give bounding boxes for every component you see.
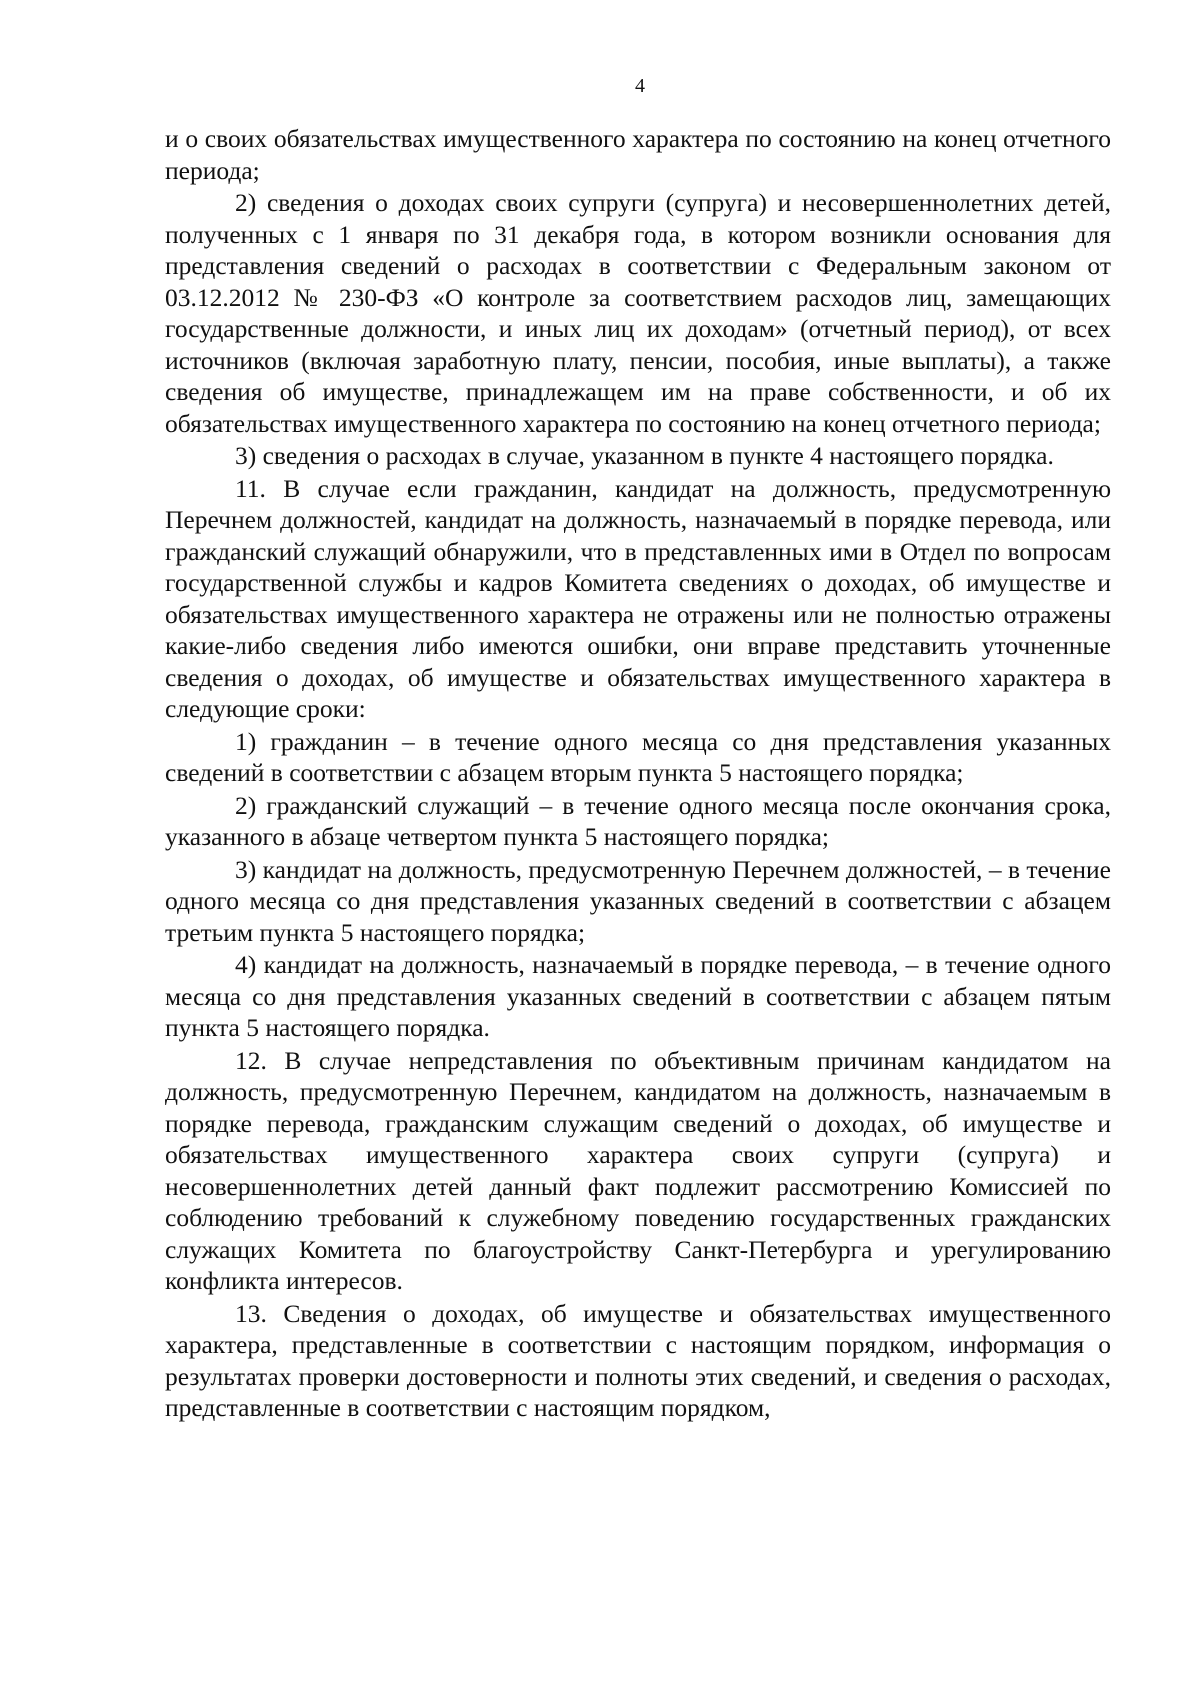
paragraph-section-11-item-1: 1) гражданин – в течение одного месяца со дня представления указанных сведений в соответствии с абзацем вторым пункта 5 настоящего порядка; — [165, 726, 1111, 787]
paragraph-section-11: 11. В случае если гражданин, кандидат на должность, предусмотренную Перечнем должностей, кандидат на должность, назначаемый в порядке перевода, или гражданский служащий обнаружили, что в представленных ими в Отдел по вопросам государственной службы и кадров Комитета сведениях о доходах, об имуществе и обязательствах имущественного характера не отражены или не полностью отражены какие-либо сведения либо имеются ошибки, они вправе представить уточненные сведения о доходах, об имуществе и обязательствах имущественного характера в следующие сроки: — [165, 473, 1111, 723]
page-number: 4 — [635, 75, 645, 97]
document-body — [165, 123, 1111, 1425]
paragraph-section-11-item-4: 4) кандидат на должность, назначаемый в порядке перевода, – в течение одного месяца со дня представления указанных сведений в соответствии с абзацем пятым пункта 5 настоящего порядка. — [165, 950, 1111, 1042]
paragraph-continuation: и о своих обязательствах имущественного характера по состоянию на конец отчетного периода; — [165, 124, 1111, 185]
paragraph-section-12: 12. В случае непредставления по объективным причинам кандидатом на должность, предусмотренную Перечнем, кандидатом на должность, назначаемым в порядке перевода, гражданским служащим сведений о доходах, об имуществе и обязательствах имущественного характера своих супруги (супруга) и несовершеннолетних детей данный факт подлежит рассмотрению Комиссией по соблюдению требований к служебному поведению государственных гражданских служащих Комитета по благоустройству Санкт-Петербурга и урегулированию конфликта интересов. — [165, 1045, 1111, 1295]
paragraph-section-11-item-2: 2) гражданский служащий – в течение одного месяца после окончания срока, указанного в абзаце четвертом пункта 5 настоящего порядка; — [165, 790, 1111, 851]
paragraph-section-11-item-3: 3) кандидат на должность, предусмотренную Перечнем должностей, – в течение одного месяца со дня представления указанных сведений в соответствии с абзацем третьим пункта 5 настоящего порядка; — [165, 854, 1111, 947]
paragraph-section-13: 13. Сведения о доходах, об имуществе и обязательствах имущественного характера, представленные в соответствии с настоящим порядком, информация о результатах проверки достоверности и полноты этих сведений, и сведения о расходах, представленные в соответствии с настоящим порядком, — [165, 1298, 1111, 1422]
paragraph-item-3: 3) сведения о расходах в случае, указанном в пункте 4 настоящего порядка. — [235, 441, 1054, 470]
paragraph-item-2: 2) сведения о доходах своих супруги (супруга) и несовершеннолетних детей, полученных с 1 января по 31 декабря года, в котором возникли основания для представления сведений о расходах в соответствии с Федеральным законом от 03.12.2012 № 230-ФЗ «О контроле за соответствием расходов лиц, замещающих государственные должности, и иных лиц их доходам» (отчетный период), от всех источников (включая заработную плату, пенсии, пособия, иные выплаты), а также сведения об имуществе, принадлежащем им на праве собственности, и об их обязательствах имущественного характера по состоянию на конец отчетного периода; — [165, 188, 1111, 438]
